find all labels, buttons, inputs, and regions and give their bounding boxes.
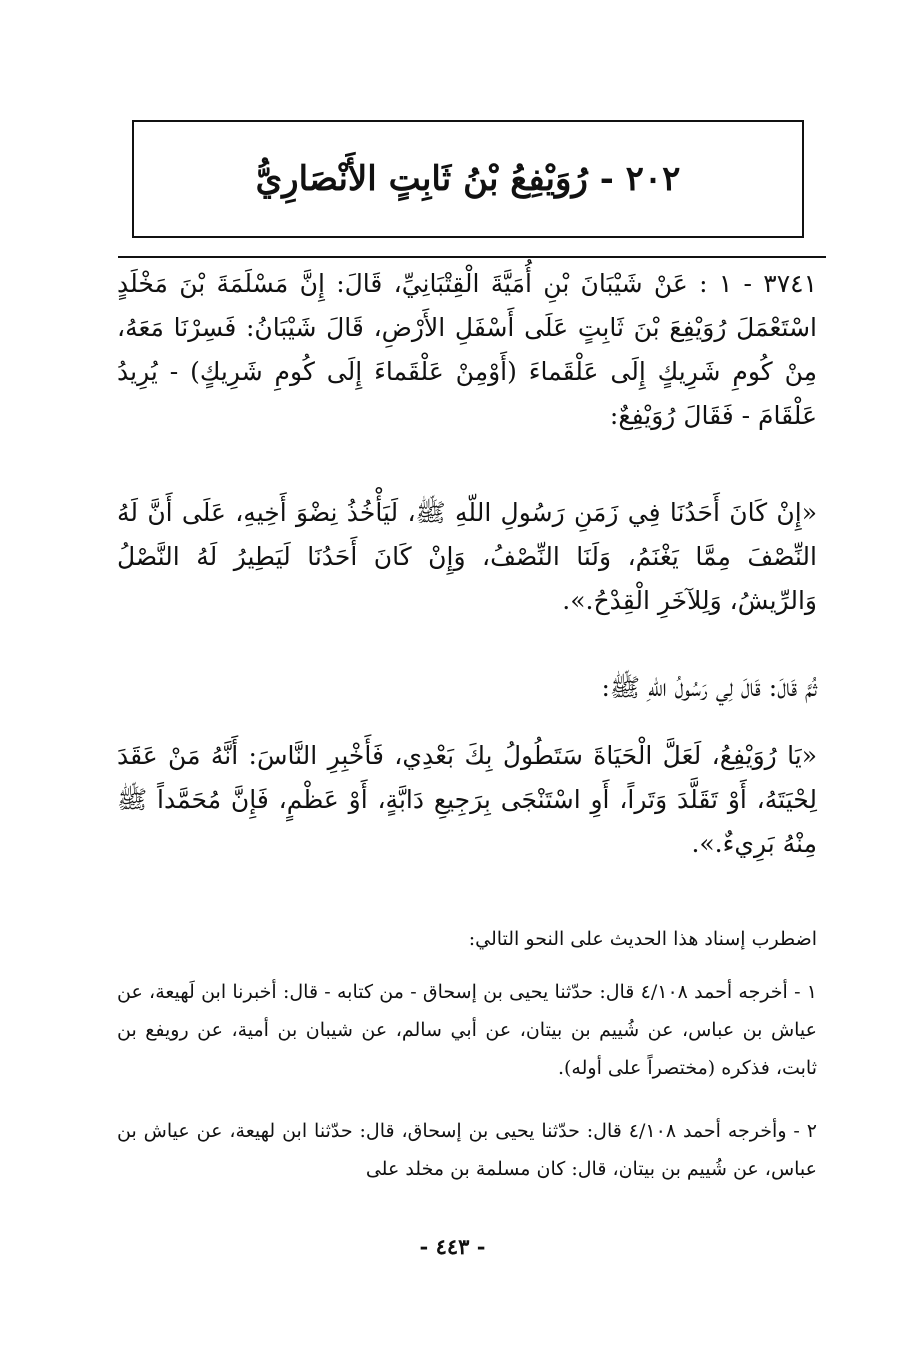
hadith-paragraph-2: «إِنْ كَانَ أَحَدُنَا فِي زَمَنِ رَسُولِ اللّهِ ﷺ، لَيَأْخُذُ نِضْوَ أَخِيهِ، عَلَى أَنَّ لَهُ النِّصْفَ مِمَّا يَغْنَمُ، وَلَنَا النِّصْفُ، وَإِنْ كَانَ أَحَدُنَا لَيَطِيرُ لَهُ النَّصْلُ وَالرِّيشُ، وَلِلآخَرِ الْقِدْحُ.». (117, 498, 817, 615)
hadith-paragraph-4: «يَا رُوَيْفِعُ، لَعَلَّ الْحَيَاةَ سَتَطُولُ بِكَ بَعْدِي، فَأَخْبِرِ النَّاسَ: أَنَّهُ مَنْ عَقَدَ لِحْيَتَهُ، أَوْ تَقَلَّدَ وَتَراً، أَوِ اسْتَنْجَى بِرَجِيعِ دَابَّةٍ، أَوْ عَظْمٍ، فَإِنَّ مُحَمَّداً ﷺ مِنْهُ بَرِيءٌ.». (117, 741, 817, 858)
chapter-title-box (132, 120, 804, 238)
title-divider-rule (118, 256, 826, 258)
hadith-paragraph-1: ٣٧٤١ - ١ : عَنْ شَيْبَانَ بْنِ أُمَيَّةَ الْقِتْبَانِيِّ، قَالَ: إِنَّ مَسْلَمَةَ بْنَ مَخْلَدٍ اسْتَعْمَلَ رُوَيْفِعَ بْنَ ثَابِتٍ عَلَى أَسْفَلِ الأَرْضِ، قَالَ شَيْبَانُ: فَسِرْنَا مَعَهُ، مِنْ كُومِ شَرِيكٍ إِلَى عَلْقَماءَ (أَوْمِنْ عَلْقَماءَ إِلَى كُومِ شَرِيكٍ) - يُرِيدُ عَلْقَامَ - فَقَالَ رُوَيْفِعٌ: (117, 269, 817, 430)
note-1: ١ - أخرجه أحمد ٤/١٠٨ قال: حدّثنا يحيى بن إسحاق - من كتابه - قال: أخبرنا ابن لَهيعة، عن عياش بن عباس، عن شُييم بن بيتان، عن أبي سالم، عن شيبان بن أمية، عن رويفع بن ثابت، فذكره (مختصراً على أوله). (117, 981, 817, 1079)
notes-intro: اضطرب إسناد هذا الحديث على النحو التالي: (468, 928, 817, 950)
hadith-paragraph-3: ثُمَّ قَالَ: قَالَ لِي رَسُولُ اللّهِ ﷺ: (601, 673, 817, 702)
page-number: - ٤٤٣ - (419, 1234, 486, 1259)
note-2: ٢ - وأخرجه أحمد ٤/١٠٨ قال: حدّثنا يحيى بن إسحاق، قال: حدّثنا ابن لهيعة، عن عياش بن عباس، عن شُييم بن بيتان، قال: كان مسلمة بن مخلد على (117, 1120, 817, 1180)
chapter-title: ٢٠٢ - رُوَيْفِعُ بْنُ ثَابِتٍ الأَنْصَارِيُّ (255, 159, 681, 199)
